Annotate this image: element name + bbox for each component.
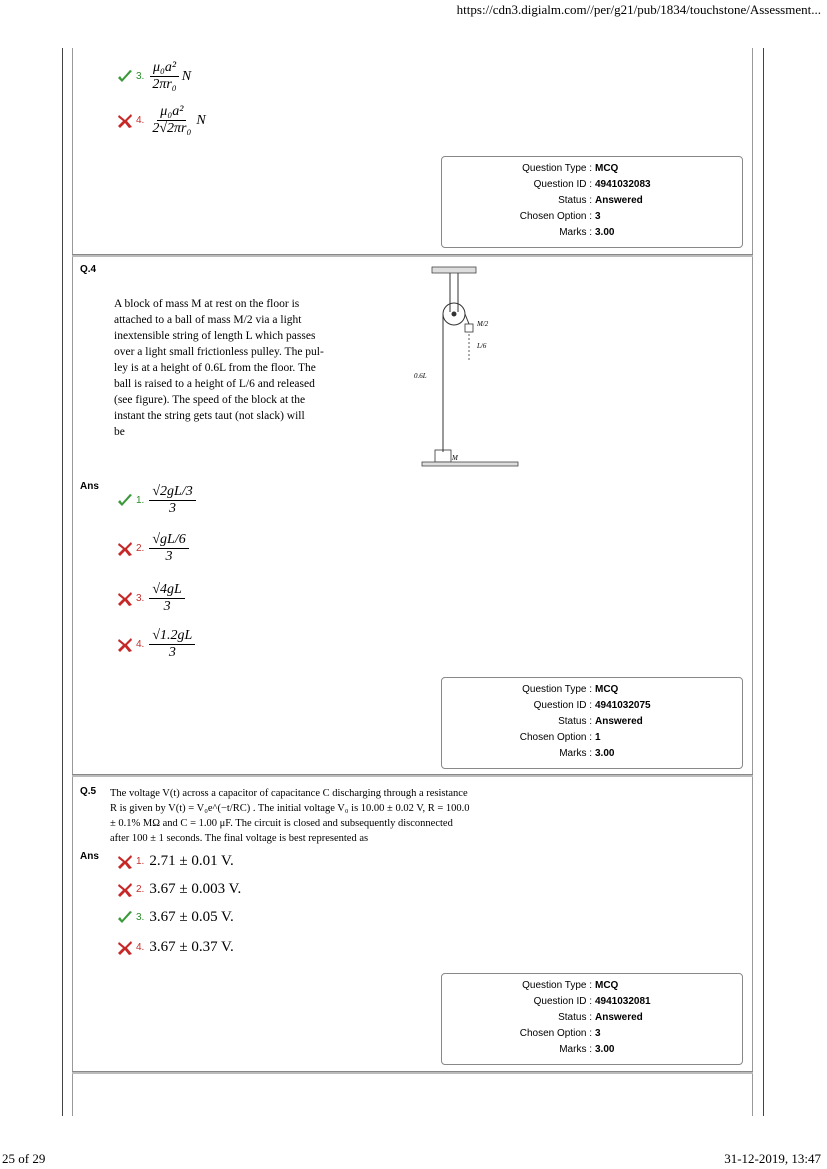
option-row: 4. $\frac{√1.2gL}{3}$ <box>116 628 195 661</box>
height-label: 0.6L <box>414 372 427 380</box>
question-info-box: Question Type : MCQ Question ID : 4941032083 Status : Answered Chosen Option : 3 Marks : 3.00 <box>441 156 743 248</box>
wrong-cross-icon <box>116 591 134 607</box>
option-row: 3. $\frac{\text{μ₀a²}}{\text{2πr₀}}$ N <box>116 60 191 93</box>
question-number: Q.5 <box>80 786 97 797</box>
question-panel-next <box>72 1074 753 1116</box>
answer-label: Ans <box>80 481 99 492</box>
pulley-figure <box>400 262 530 472</box>
option-fraction: $\frac{\text{μ₀a²}}{\text{2πr₀}}$ <box>149 60 179 93</box>
option-fraction: $\frac{\text{μ₀a²}}{\text{2√2πr₀}}$ <box>152 104 192 136</box>
wrong-cross-icon <box>116 637 134 653</box>
ball-label: M/2 <box>477 320 489 328</box>
print-datetime: 31-12-2019, 13:47 <box>724 1151 821 1166</box>
page-url[interactable]: https://cdn3.digialm.com//per/g21/pub/1834/touchstone/Assessment... <box>456 2 821 17</box>
wrong-cross-icon <box>116 882 134 898</box>
option-row: 3. $\frac{√4gL}{3}$ <box>116 582 185 615</box>
question-text: The voltage V(t) across a capacitor of capacitance C discharging through a resistance R is given by V(t) = V₀e^(−t/RC) . The initial voltage V₀ is 10.00 ± 0.02 V, R = 100.0 ± 0.1% MΩ and C = 1.00 μF. The circuit is closed and subsequently disconnected after 100 ± 1 seconds. The final voltage is best represented as <box>110 788 470 844</box>
block-label: M <box>452 454 458 462</box>
correct-check-icon <box>116 910 134 926</box>
option-number: 4. <box>136 115 145 126</box>
question-info-box: Question Type : MCQ Question ID : 4941032075 Status : Answered Chosen Option : 1 Marks : 3.00 <box>441 677 743 769</box>
wrong-cross-icon <box>116 113 134 129</box>
option-row: 4. $\frac{\text{μ₀a²}}{\text{2√2πr₀}}$ N <box>116 104 206 137</box>
correct-check-icon <box>116 69 134 85</box>
question-text: A block of mass M at rest on the floor is attached to a ball of mass M/2 via a light inextensible string of length L which passes over a light small frictionless pulley. The pul- ley is at a height of 0.6L from the floor. The ball is raised to a height of L/6 and released (see figure). The speed of the block at the instant the string gets taut (not slack) will be <box>114 298 324 438</box>
answer-label: Ans <box>80 851 99 862</box>
wrong-cross-icon <box>116 541 134 557</box>
page-counter: 25 of 29 <box>2 1151 46 1166</box>
correct-check-icon <box>116 493 134 509</box>
drop-label: L/6 <box>477 342 487 350</box>
question-number: Q.4 <box>80 264 97 275</box>
option-row: 1. 2.71 ± 0.01 V. <box>116 853 234 870</box>
option-row: 2. 3.67 ± 0.003 V. <box>116 881 241 898</box>
wrong-cross-icon <box>116 854 134 870</box>
right-border-line <box>763 48 764 1116</box>
option-row: 1. $\frac{√2gL/3}{3}$ <box>116 484 196 517</box>
wrong-cross-icon <box>116 940 134 956</box>
option-number: 3. <box>136 71 145 82</box>
option-row: 3. 3.67 ± 0.05 V. <box>116 909 234 926</box>
left-border-line <box>62 48 63 1116</box>
option-row: 4. 3.67 ± 0.37 V. <box>116 939 234 956</box>
question-info-box: Question Type : MCQ Question ID : 4941032081 Status : Answered Chosen Option : 3 Marks : 3.00 <box>441 973 743 1065</box>
option-row: 2. $\frac{√gL/6}{3}$ <box>116 532 189 565</box>
